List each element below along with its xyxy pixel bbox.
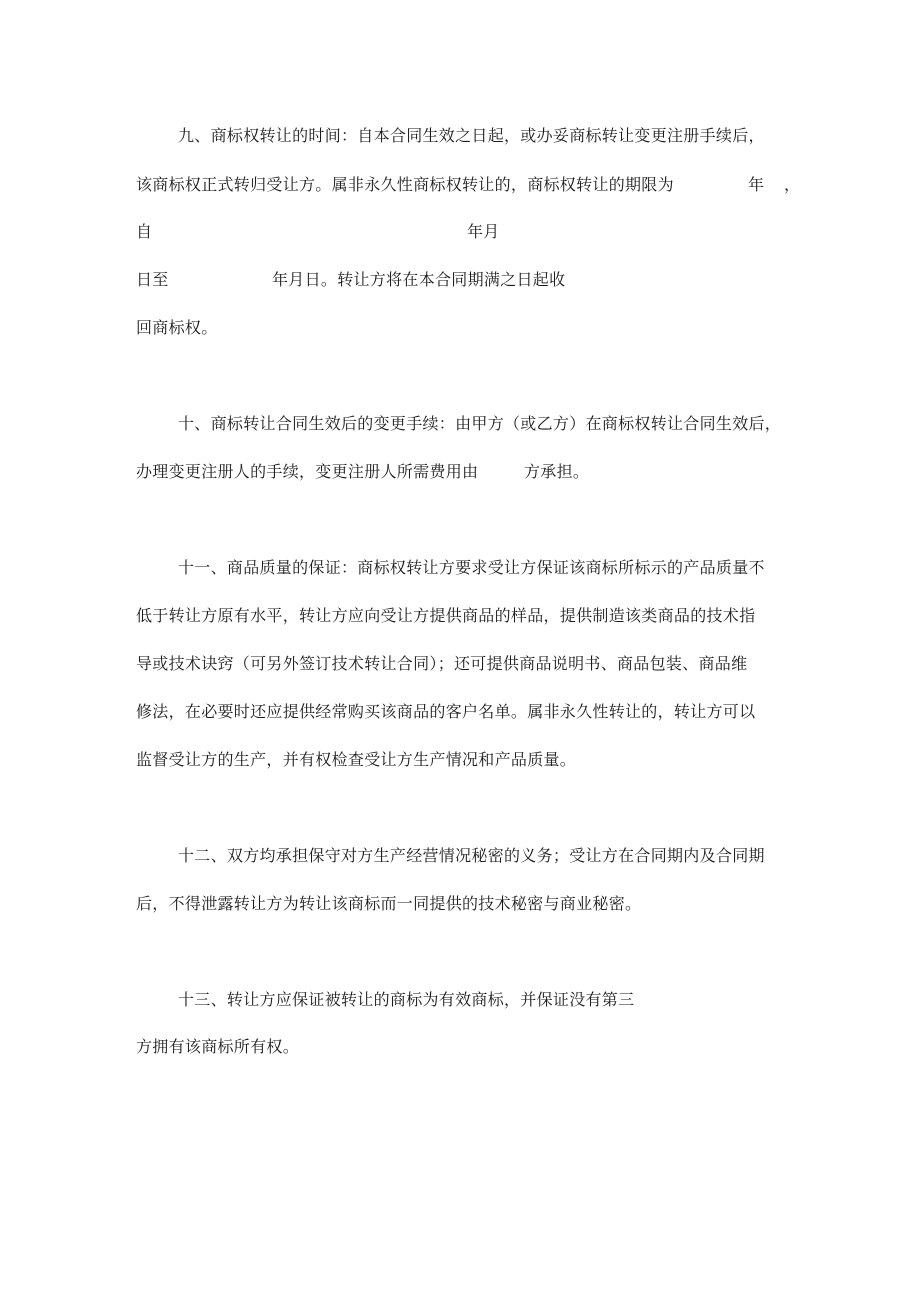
clause-9-comma: ， [784,175,801,194]
clause-9-line-4-to: 日至 [136,270,169,289]
clause-10-line-2: 办理变更注册人的手续，变更注册人所需费用由 [136,462,479,481]
clause-11-line-2: 低于转让方原有水平，转让方应向受让方提供商品的样品，提供制造该类商品的技术指 [136,606,756,625]
clause-9-year-label: 年 [748,175,765,194]
clause-10-line-2-party: 方承担。 [524,462,590,481]
clause-9-line-3-date: 年月 [467,222,500,241]
clause-10-line-1: 十、商标转让合同生效后的变更手续：由甲方（或乙方）在商标权转让合同生效后， [178,414,782,433]
clause-9-line-2: 该商标权正式转归受让方。属非永久性商标权转让的，商标权转让的期限为 [136,175,674,194]
clause-9-line-5: 回商标权。 [136,318,218,337]
clause-11-line-3: 导或技术诀窍（可另外签订技术转让合同）；还可提供商品说明书、商品包装、商品维 [136,654,748,673]
clause-12-line-2: 后，不得泄露转让方为转让该商标而一同提供的技术秘密与商业秘密。 [136,894,642,913]
clause-12-line-1: 十二、双方均承担保守对方生产经营情况秘密的义务；受让方在合同期内及合同期 [178,846,765,865]
clause-9-line-1: 九、商标权转让的时间：自本合同生效之日起，或办妥商标转让变更注册手续后， [178,126,765,145]
clause-9-line-3-from: 自 [136,222,153,241]
clause-11-line-5: 监督受让方的生产，并有权检查受让方生产情况和产品质量。 [136,750,577,769]
clause-11-line-1: 十一、商品质量的保证：商标权转让方要求受让方保证该商标所标示的产品质量不 [178,558,765,577]
clause-13-line-1: 十三、转让方应保证被转让的商标为有效商标，并保证没有第三 [178,990,635,1009]
clause-11-line-4: 修法，在必要时还应提供经常购买该商品的客户名单。属非永久性转让的，转让方可以 [136,702,756,721]
clause-9-line-4-text: 年月日。转让方将在本合同期满之日起收 [272,270,566,289]
clause-13-line-2: 方拥有该商标所有权。 [136,1037,300,1056]
